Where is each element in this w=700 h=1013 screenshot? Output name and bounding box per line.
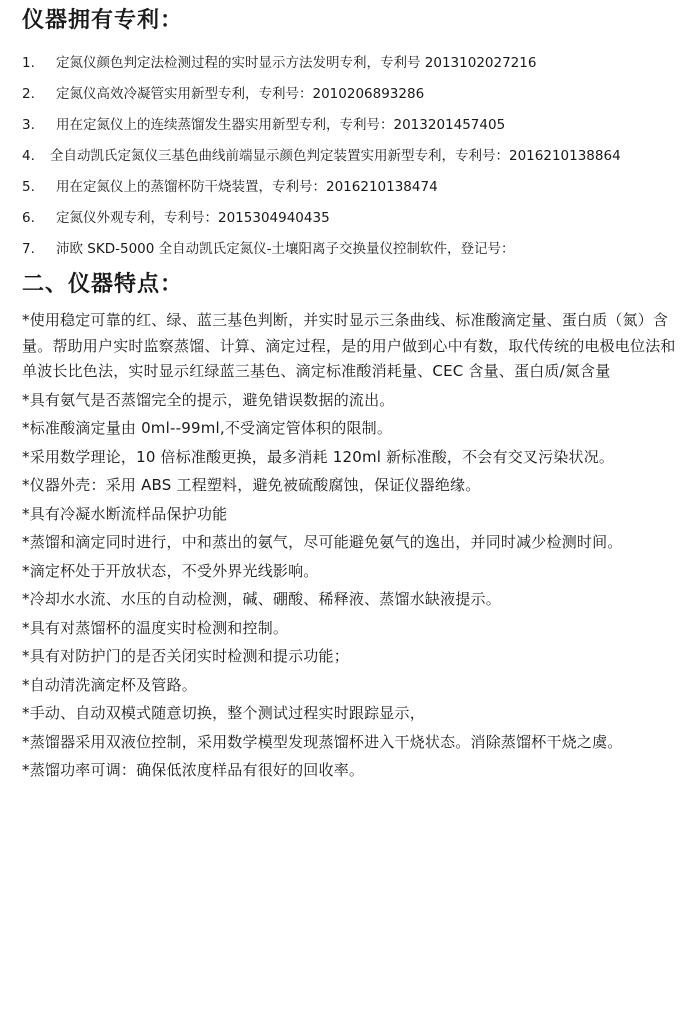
feature-item: *滴定杯处于开放状态，不受外界光线影响。 [22, 561, 319, 580]
patent-item [22, 205, 686, 231]
patent-text: 定氮仪高效冷凝管实用新型专利，专利号：2010206893286 [56, 86, 425, 102]
patent-number: 5. [22, 179, 35, 195]
feature-item: *手动、自动双模式随意切换，整个测试过程实时跟踪显示， [22, 704, 425, 722]
feature-item: *具有冷凝水断流样品保护功能 [22, 504, 228, 523]
patent-text: 全自动凯氏定氮仪三基色曲线前端显示颜色判定装置实用新型专利，专利号：2016210138864 [50, 148, 621, 164]
patent-number: 6. [22, 210, 35, 226]
feature-item: *自动清洗滴定杯及管路。 [22, 675, 197, 694]
feature-item: *采用数学理论，10 倍标准酸更换，最多消耗 120ml 新标准酸，不会有交叉污染状况。 [22, 447, 615, 466]
patent-text: 定氮仪外观专利，专利号：2015304940435 [56, 210, 330, 226]
patent-item [22, 81, 686, 107]
feature-item: *使用稳定可靠的红、绿、蓝三基色判断，并实时显示三条曲线、标准酸滴定量、蛋白质（氮）含量。帮助用户实时监察蒸馏、计算、滴定过程，是的用户做到心中有数，取代传统的电极电位法和单波长比色法，实时显示红绿蓝三基色、滴定标准酸消耗量、CEC 含量、蛋白质/氮含量 [22, 311, 676, 380]
feature-item: *冷却水水流、水压的自动检测，碱、硼酸、稀释液、蒸馏水缺液提示。 [22, 590, 501, 608]
feature-item: *标准酸滴定量由 0ml--99ml,不受滴定管体积的限制。 [22, 419, 393, 437]
patent-list [22, 50, 686, 262]
patent-text: 沛欧 SKD-5000 全自动凯氏定氮仪-土壤阳离子交换量仪控制软件，登记号： [56, 241, 515, 257]
feature-item: *具有氨气是否蒸馏完全的提示，避免错误数据的流出。 [22, 390, 395, 409]
patent-text: 用在定氮仪上的蒸馏杯防干烧装置，专利号：2016210138474 [56, 179, 438, 195]
patent-item [22, 236, 686, 262]
patent-text: 用在定氮仪上的连续蒸馏发生器实用新型专利，专利号：2013201457405 [56, 117, 506, 133]
patent-number: 4. [22, 148, 35, 164]
patent-item [22, 143, 686, 169]
patent-number: 3. [22, 117, 35, 133]
feature-item: *蒸馏功率可调：确保低浓度样品有很好的回收率。 [22, 761, 365, 779]
feature-item: *蒸馏器采用双液位控制，采用数学模型发现蒸馏杯进入干烧状态。消除蒸馏杯干烧之虞。 [22, 732, 623, 751]
feature-item: *蒸馏和滴定同时进行，中和蒸出的氨气，尽可能避免氨气的逸出，并同时减少检测时间。 [22, 533, 623, 551]
features-heading: 二、仪器特点： [22, 272, 184, 297]
feature-item: *具有对蒸馏杯的温度实时检测和控制。 [22, 618, 289, 637]
feature-list [22, 308, 686, 784]
patent-number: 2. [22, 86, 35, 102]
patent-number: 7. [22, 241, 35, 257]
patent-item [22, 174, 686, 200]
patent-text: 定氮仪颜色判定法检测过程的实时显示方法发明专利，专利号 2013102027216 [56, 55, 537, 71]
feature-item: *具有对防护门的是否关闭实时检测和提示功能； [22, 647, 349, 665]
patent-item [22, 50, 686, 76]
patent-item [22, 112, 686, 138]
patents-heading: 仪器拥有专利： [22, 8, 184, 33]
feature-item: *仪器外壳：采用 ABS 工程塑料，避免被硫酸腐蚀，保证仪器绝缘。 [22, 476, 481, 494]
patent-number: 1. [22, 55, 35, 71]
